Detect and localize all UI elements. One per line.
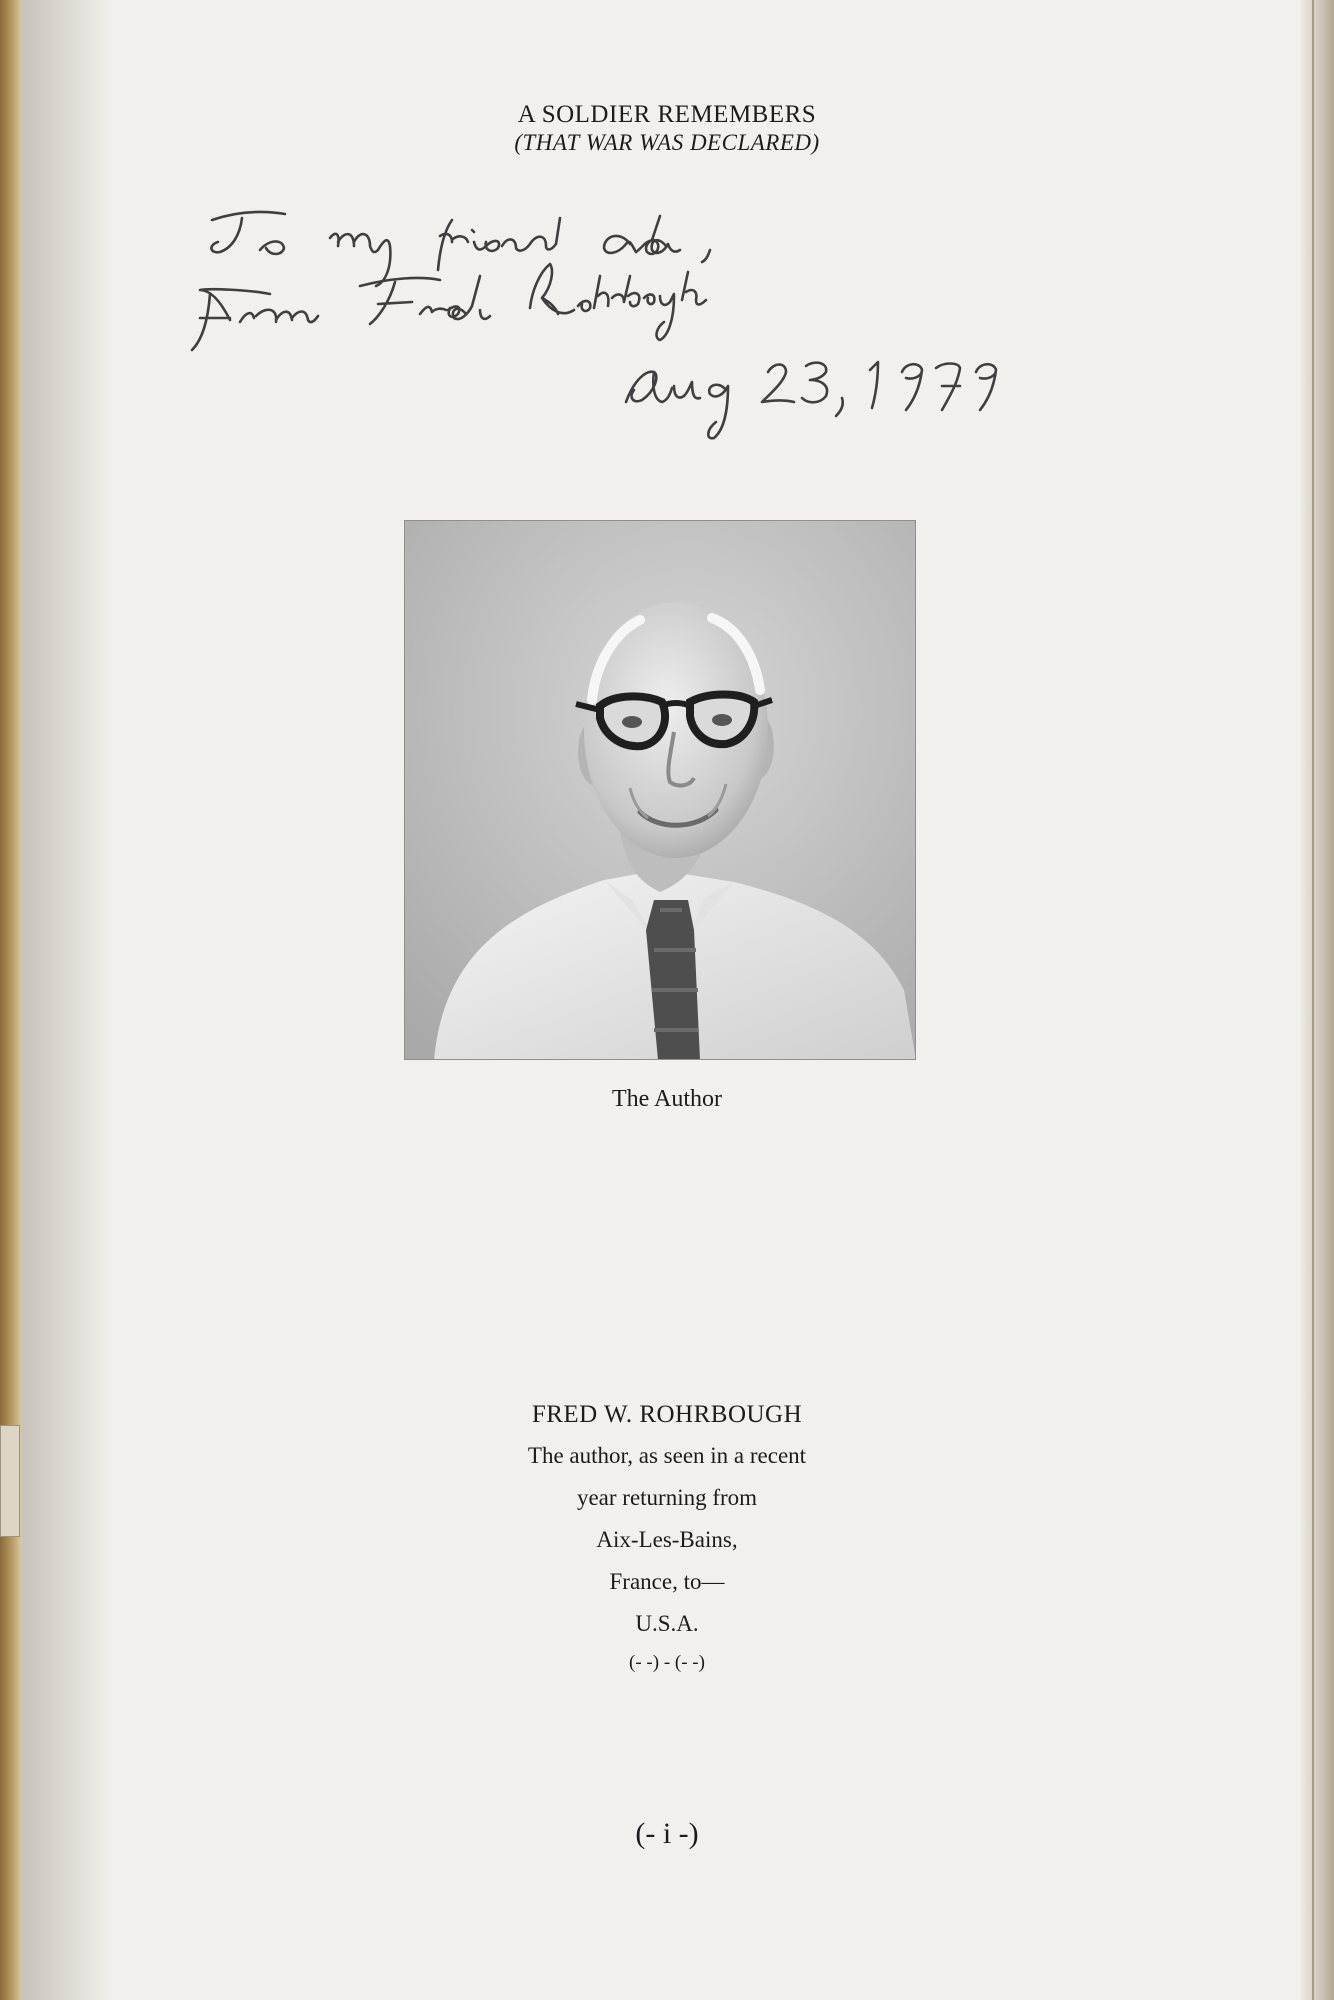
bio-line: Aix-Les-Bains, — [596, 1527, 738, 1552]
bio-separator: (- -) - (- -) — [629, 1652, 705, 1673]
photo-caption: The Author — [612, 1086, 722, 1112]
author-name: FRED W. ROHRBOUGH — [531, 1401, 803, 1428]
gutter-shadow — [22, 0, 112, 2000]
book-spine-edge — [0, 0, 22, 2000]
book-subtitle: (THAT WAR WAS DECLARED) — [514, 130, 820, 155]
page-edge-line — [1312, 0, 1314, 2000]
author-photo — [404, 520, 916, 1060]
book-title: A SOLDIER REMEMBERS — [517, 101, 817, 128]
bio-line: The author, as seen in a recent — [527, 1443, 807, 1468]
handwritten-inscription — [190, 190, 1090, 490]
bio-line: France, to— — [609, 1569, 725, 1594]
page-number: (- i -) — [635, 1817, 699, 1850]
bio-line: year returning from — [576, 1485, 758, 1510]
title-block — [0, 100, 1334, 156]
page-stack-edge — [1300, 0, 1334, 2000]
author-bio — [0, 1395, 1334, 1681]
bio-line: U.S.A. — [635, 1611, 699, 1636]
